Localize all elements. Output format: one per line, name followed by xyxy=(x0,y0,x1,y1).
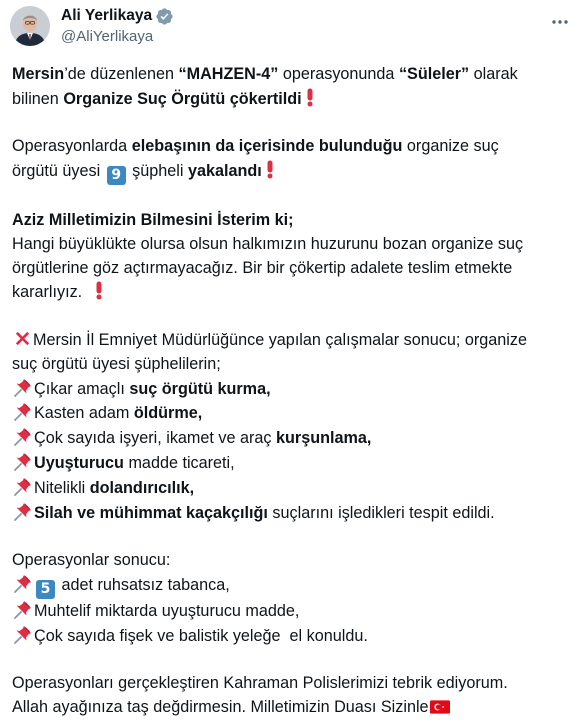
text-segment: şüpheli xyxy=(127,162,188,181)
text-segment: bilinen xyxy=(12,89,64,108)
pushpin-icon xyxy=(13,377,33,397)
avatar-photo-icon xyxy=(10,6,50,46)
text-segment: Operasyonları gerçekleştiren Kahraman Polislerimizi tebrik ediyorum. xyxy=(12,674,508,693)
text-line xyxy=(12,159,572,185)
paragraph-arrests xyxy=(12,135,572,185)
text-segment: Muhtelif miktarda uyuşturucu madde, xyxy=(34,601,300,620)
text-segment: Operasyonlarda xyxy=(12,137,132,156)
bold-text: kurşunlama, xyxy=(276,429,372,448)
verified-badge-icon[interactable] xyxy=(155,7,174,26)
text-segment: Mersin İl Emniyet Müdürlüğünce yapılan çalışmalar sonucu; organize xyxy=(33,330,527,349)
tweet-text xyxy=(12,63,572,720)
bold-text: suç örgütü kurma, xyxy=(129,379,271,398)
pushpin-icon xyxy=(13,573,33,593)
text-segment: suç örgütü üyesi şüphelilerin; xyxy=(12,354,221,373)
author-display-name[interactable]: Ali Yerlikaya xyxy=(61,7,153,24)
text-line xyxy=(12,672,572,696)
text-line xyxy=(12,63,572,87)
text-segment: Operasyonlar sonucu: xyxy=(12,551,171,570)
text-line xyxy=(12,549,572,573)
text-segment: organize suç xyxy=(402,137,499,156)
keycap-9-icon: 9 xyxy=(107,166,126,185)
list-item xyxy=(12,401,572,426)
paragraph-seizures xyxy=(12,549,572,648)
text-segment: Nitelikli xyxy=(34,478,90,497)
red-exclamation-icon xyxy=(92,280,106,300)
text-segment: kararlıyız. xyxy=(12,283,92,302)
pushpin-icon xyxy=(13,426,33,446)
tweet-header xyxy=(10,6,574,48)
bold-text: elebaşının da içerisinde bulunduğu xyxy=(131,137,403,156)
text-line xyxy=(12,209,572,233)
text-segment: örgütü üyesi xyxy=(12,162,105,181)
text-line xyxy=(12,353,572,377)
author-handle[interactable]: @AliYerlikaya xyxy=(61,28,154,45)
bold-text: Uyuşturucu xyxy=(34,453,124,472)
pushpin-icon xyxy=(13,401,33,421)
red-exclamation-icon xyxy=(263,159,277,179)
paragraph-charges xyxy=(12,329,572,525)
list-item xyxy=(12,573,572,599)
bold-text: yakalandı xyxy=(187,162,262,181)
bold-text: Silah ve mühimmat kaçakçılığı xyxy=(34,503,268,522)
turkey-flag-icon xyxy=(430,699,450,715)
text-line xyxy=(12,696,572,720)
more-options-icon[interactable] xyxy=(550,12,570,32)
text-segment: Kasten adam xyxy=(34,404,134,423)
list-item xyxy=(12,451,572,476)
bold-heading: Aziz Milletimizin Bilmesini İsterim ki; xyxy=(12,210,294,229)
text-segment: operasyonunda xyxy=(278,65,399,83)
text-segment: Çıkar amaçlı xyxy=(34,379,130,398)
red-exclamation-icon xyxy=(303,87,317,107)
list-item xyxy=(12,426,572,451)
pushpin-icon xyxy=(13,599,33,619)
keycap-5-icon: 5 xyxy=(36,580,55,599)
list-item xyxy=(12,599,572,624)
text-line xyxy=(12,280,572,305)
text-line xyxy=(12,329,572,353)
text-line xyxy=(12,87,572,112)
pushpin-icon xyxy=(13,624,33,644)
text-segment: ’de düzenlenen xyxy=(64,65,179,83)
avatar[interactable] xyxy=(10,6,50,46)
list-item xyxy=(12,377,572,402)
text-line xyxy=(12,233,572,257)
pushpin-icon xyxy=(13,501,33,521)
list-item xyxy=(12,476,572,501)
text-segment: suçlarını işledikleri tespit edildi. xyxy=(267,503,495,522)
list-item xyxy=(12,624,572,649)
text-segment: adet ruhsatsız tabanca, xyxy=(57,575,230,594)
list-item xyxy=(12,501,572,526)
text-line xyxy=(12,135,572,159)
text-segment: Çok sayıda işyeri, ikamet ve araç xyxy=(34,429,276,448)
text-segment: Hangi büyüklükte olursa olsun halkımızın huzurunu bozan organize suç xyxy=(12,234,524,253)
text-segment: örgütlerine göz açtırmayacağız. Bir bir çökertip adalete teslim etmekte xyxy=(12,258,513,277)
paragraph-statement xyxy=(12,209,572,305)
bold-text: “MAHZEN-4” xyxy=(178,65,279,83)
text-line xyxy=(12,257,572,281)
bold-text: “Süleler” xyxy=(398,65,470,83)
text-segment: Allah ayağınıza taş değdirmesin. Milletimizin Duası Sizinle xyxy=(12,698,429,717)
text-segment: madde ticareti, xyxy=(123,453,235,472)
pushpin-icon xyxy=(13,451,33,471)
bold-text: Organize Suç Örgütü çökertildi xyxy=(63,89,302,108)
paragraph-closing xyxy=(12,672,572,720)
pushpin-icon xyxy=(13,476,33,496)
bold-text: Mersin xyxy=(12,65,65,83)
bold-text: dolandırıcılık, xyxy=(89,478,195,497)
bold-text: öldürme, xyxy=(133,404,203,423)
cross-mark-icon xyxy=(13,329,32,348)
paragraph-operation xyxy=(12,63,572,112)
text-segment: Çok sayıda fişek ve balistik yeleğe el konuldu. xyxy=(34,626,368,645)
text-segment: olarak xyxy=(469,65,518,83)
author-info xyxy=(61,6,174,45)
